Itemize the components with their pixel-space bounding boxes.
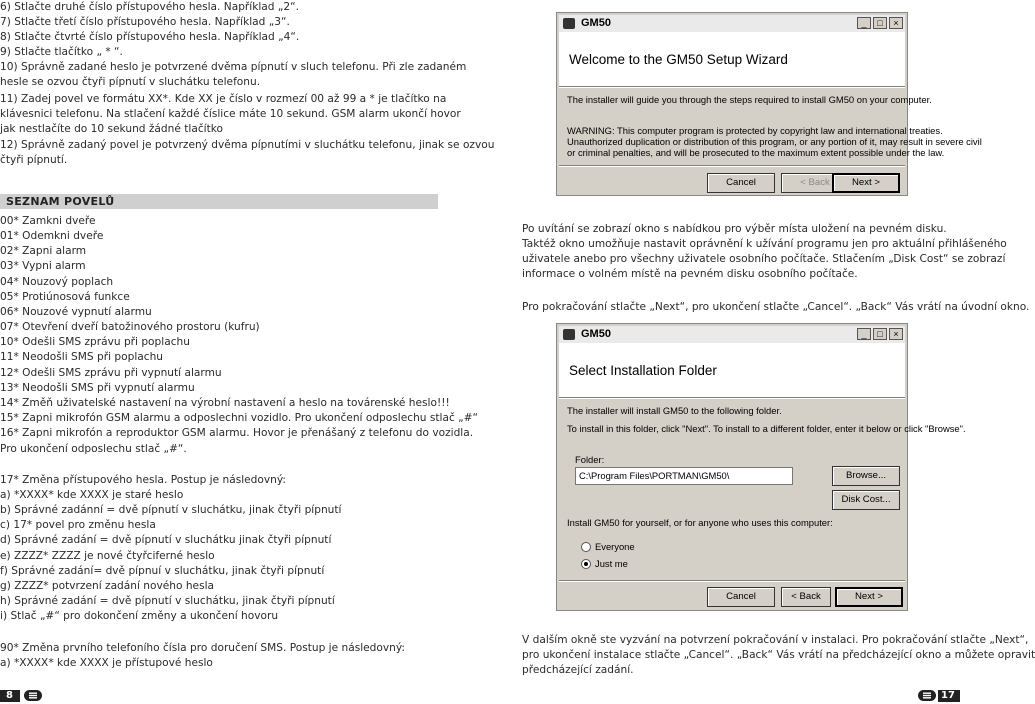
divider — [559, 165, 905, 167]
cancel-button[interactable]: Cancel — [707, 173, 775, 193]
minimize-button[interactable]: _ — [857, 328, 871, 340]
cancel-button[interactable]: Cancel — [707, 587, 775, 607]
wizard-heading: Welcome to the GM50 Setup Wizard — [569, 52, 788, 67]
sms-number-item: a) *XXXX* kde XXXX je přístupové heslo — [0, 657, 213, 669]
window-title: GM50 — [581, 17, 611, 29]
paragraph-line: pro ukončení instalace stlačte „Cancel“. „Back“ Vás vrátí na předcházející okno a můžete opravit — [522, 649, 1035, 661]
paragraph-line: uživatele anebo pro všechny uživatele osobního počítače. Stlačením „Disk Cost“ se zobrazí — [522, 253, 1006, 265]
wizard-warning-text: or criminal penalties, and will be prosecuted to the maximum extent possible under the law. — [567, 147, 945, 158]
password-change-item: c) 17* povel pro změnu hesla — [0, 519, 156, 531]
minimize-button[interactable]: _ — [857, 17, 871, 29]
divider — [559, 397, 905, 399]
install-for-text: Install GM50 for yourself, or for anyone who uses this computer: — [567, 517, 833, 528]
paragraph-line: Taktéž okno umožňuje nastavit oprávnění k užívání programu jen pro aktuální přihlášeného — [522, 238, 1007, 250]
step-9: 9) Stlačte tlačítko „ * “. — [0, 46, 123, 58]
maximize-button[interactable]: □ — [873, 17, 887, 29]
wizard-info-text: The installer will guide you through the steps required to install GM50 on your computer. — [567, 94, 932, 105]
back-button[interactable]: < Back — [781, 587, 831, 607]
folder-label: Folder: — [575, 454, 605, 465]
disk-cost-button[interactable]: Disk Cost... — [832, 490, 900, 510]
command-item: 01* Odemkni dveře — [0, 230, 104, 242]
wizard-info-text: The installer will install GM50 to the following folder. — [567, 405, 782, 416]
brand-logo-icon — [918, 690, 936, 701]
app-icon — [563, 329, 575, 340]
command-item: 11* Neodošli SMS při poplachu — [0, 351, 164, 363]
divider — [559, 580, 905, 582]
commands-header: SEZNAM POVELŮ — [0, 194, 438, 209]
command-item: 15* Zapni mikrofón GSM alarmu a odposlechni vozidlo. Pro ukončení odposlechu stlač „#“ — [0, 412, 479, 424]
password-change-item: i) Stlač „#“ pro dokončení změny a ukončení hovoru — [0, 610, 279, 622]
command-item: 05* Protiúnosová funkce — [0, 291, 130, 303]
command-item: 02* Zapni alarm — [0, 245, 87, 257]
password-change-item: e) ZZZZ* ZZZZ je nové čtyřciferné heslo — [0, 550, 215, 562]
next-button[interactable]: Next > — [835, 587, 903, 607]
step-6: 6) Stlačte druhé číslo přístupového hesla. Například „2“. — [0, 1, 299, 13]
step-7: 7) Stlačte třetí číslo přístupového hesla. Například „3“. — [0, 16, 290, 28]
window-titlebar — [559, 326, 905, 343]
step-10-cont: hesle se ozvou čtyři pípnutí v sluchátku telefonu. — [0, 76, 261, 88]
back-button[interactable]: < Back — [781, 173, 849, 193]
command-item: 10* Odešli SMS zprávu při poplachu — [0, 336, 190, 348]
folder-path-input[interactable]: C:\Program Files\PORTMAN\GM50\ — [575, 467, 793, 485]
command-item: 16* Zapni mikrofón a reproduktor GSM alarmu. Hovor je přenášaný z telefonu do vozidla. — [0, 427, 474, 439]
browse-button[interactable]: Browse... — [832, 466, 900, 486]
paragraph-line: V dalším okně ste vyzvání na potvrzení pokračování v instalaci. Pro pokračování stlačte „Next“, — [522, 634, 1029, 646]
command-item: 03* Vypni alarm — [0, 260, 86, 272]
command-item: 07* Otevření dveří batožinového prostoru (kufru) — [0, 321, 260, 333]
setup-wizard-welcome-window — [556, 12, 982, 196]
just-me-label: Just me — [595, 558, 628, 569]
close-button[interactable]: × — [889, 17, 903, 29]
password-change-item: b) Správné zadánní = dvě pípnutí v sluchátku, jinak čtyři pípnutí — [0, 504, 342, 516]
wizard-warning-text: WARNING: This computer program is protected by copyright law and international treaties. — [567, 125, 943, 136]
setup-wizard-folder-window — [556, 323, 966, 611]
step-8: 8) Stlačte čtvrté číslo přístupového hesla. Například „4“. — [0, 31, 300, 43]
password-change-item: a) *XXXX* kde XXXX je staré heslo — [0, 489, 184, 501]
window-title: GM50 — [581, 328, 611, 340]
sms-number-item: 90* Změna prvního telefoního čísla pro doručení SMS. Postup je následovný: — [0, 642, 405, 654]
window-titlebar — [559, 15, 905, 32]
page-number-left-text: 8 — [6, 690, 13, 701]
paragraph-line: informace o volném místě na pevném disku osobního počítače. — [522, 268, 858, 280]
command-item: 12* Odešli SMS zprávu při vypnutí alarmu — [0, 367, 222, 379]
maximize-button[interactable]: □ — [873, 328, 887, 340]
wizard-warning-text: Unauthorized duplication or distribution of this program, or any portion of it, may result in severe civil — [567, 136, 982, 147]
close-button[interactable]: × — [889, 328, 903, 340]
wizard-header-panel — [559, 32, 905, 86]
app-icon — [563, 18, 575, 29]
command-item: 04* Nouzový poplach — [0, 276, 114, 288]
paragraph-line: předcházející zadání. — [522, 664, 634, 676]
step-11: 11) Zadej povel ve formátu XX*. Kde XX je číslo v rozmezí 00 až 99 a * je tlačítko na — [0, 93, 447, 105]
wizard-header-panel — [559, 343, 905, 397]
command-item: 00* Zamkni dveře — [0, 215, 96, 227]
command-item: 06* Nouzové vypnutí alarmu — [0, 306, 152, 318]
just-me-radio[interactable] — [581, 559, 591, 569]
command-item: 13* Neodošli SMS při vypnutí alarmu — [0, 382, 195, 394]
step-10: 10) Správně zadané heslo je potvrzené dvěma pípnutí v sluch telefonu. Při zle zadaném — [0, 61, 467, 73]
everyone-radio[interactable] — [581, 542, 591, 552]
password-change-item: h) Správné zadání = dvě pípnutí v sluchátku, jinak čtyři pípnutí — [0, 595, 335, 607]
paragraph-line: Pro pokračování stlačte „Next“, pro ukončení stlačte „Cancel“. „Back“ Vás vrátí na úvodní okno. — [522, 301, 1030, 313]
password-change-item: 17* Změna přístupového hesla. Postup je následovný: — [0, 474, 286, 486]
step-12: 12) Správně zadaný povel je potvrzený dvěma pípnutími v sluchátku telefonu, jinak se ozvou — [0, 139, 495, 151]
brand-logo-icon — [24, 690, 42, 701]
command-item: 14* Změň uživatelské nastavení na výrobní nastavení a heslo na továrenské heslo!!! — [0, 397, 450, 409]
wizard-info-text: To install in this folder, click "Next". To install to a different folder, enter it below or click "Browse". — [567, 423, 966, 434]
password-change-item: g) ZZZZ* potvrzení zadání nového hesla — [0, 580, 215, 592]
password-change-item: d) Správné zadání = dvě pípnutí v sluchátku jinak čtyři pípnutí — [0, 534, 332, 546]
divider — [559, 86, 905, 88]
paragraph-line: Po uvítání se zobrazí okno s nabídkou pro výběr místa uložení na pevném disku. — [522, 223, 947, 235]
everyone-label: Everyone — [595, 541, 635, 552]
step-11-cont2: jak nestlačíte do 10 sekund žádné tlačítko — [0, 123, 223, 135]
next-button[interactable]: Next > — [832, 173, 900, 193]
page-number-right-text: 17 — [941, 690, 955, 701]
step-11-cont: klávesnici telefonu. Na stlačení každé číslice máte 10 sekund. GSM alarm ukončí hovor — [0, 108, 461, 120]
wizard-heading: Select Installation Folder — [569, 363, 717, 378]
command-item: Pro ukončení odposlechu stlač „#“. — [0, 443, 187, 455]
step-12-cont: čtyři pípnutí. — [0, 154, 68, 166]
password-change-item: f) Správné zadání= dvě pípnuí v sluchátku, jinak čtyři pípnutí — [0, 565, 325, 577]
